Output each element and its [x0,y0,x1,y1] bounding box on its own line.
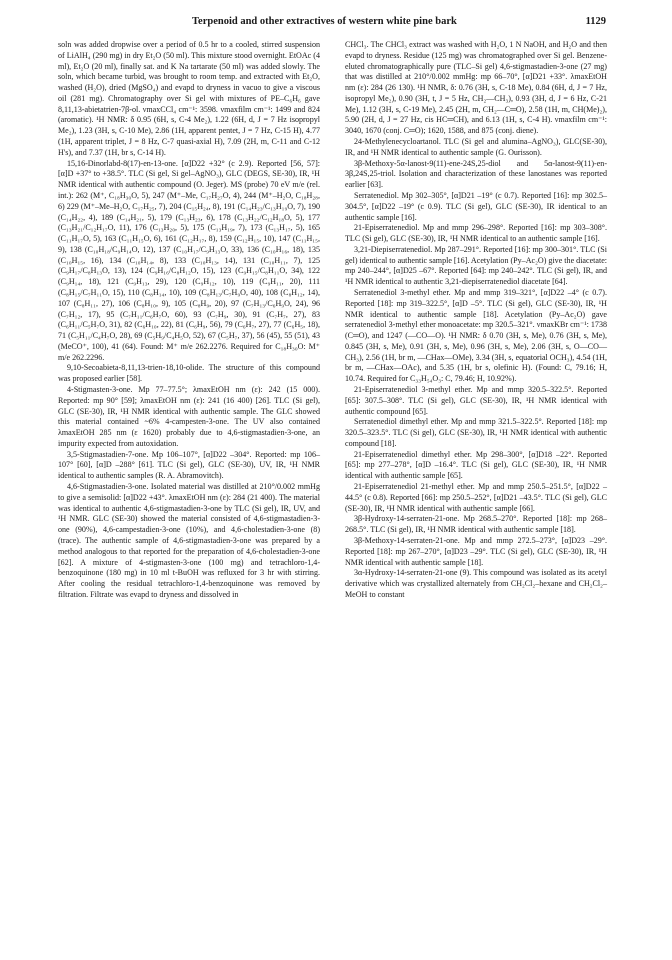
paragraph: 4-Stigmasten-3-one. Mp 77–77.5°; λmaxEtOH nm (ε): 242 (15 000). Reported: mp 90° [59]; λmaxEtOH nm (ε): 241 (16 400) [26]. TLC (Si gel), GLC (SE-30), IR, ¹H NMR identical with authentic sample. The GLC showed this material contained ~6% 4-campesten-3-one. The UV also contained λmaxEtOH 285 nm (ε 1620) probably due to 4,6-stigmastadien-3-one, an impurity expected from autoxidation. [58,385,320,448]
paragraph: 15,16-Dinorlabd-8(17)-en-13-one. [α]D22 +32° (c 2.9). Reported [56, 57]: [α]D +37° to +38.5°. TLC (Si gel, Si gel–AgNO₃), GLC (DEGS, SE-30), IR, ¹H NMR identical with authentic compound (O. Jeger). MS (probe) 70 eV m/e (rel. int.): 262 (M⁺, C₁₈H₃₀O, 5), 247 (M⁺–Me, C₁₇H₂₇O, 4), 244 (M⁺–H₂O, C₁₈H₂₈, 6) 229 (M⁺–Me–H₂O, C₁₇H₂₅, 7), 204 (C₁₅H₂₄, 8), 191 (C₁₄H₂₃/C₁₃H₁₉O, 7), 190 (C₁₄H₂₂, 4), 189 (C₁₄H₂₁, 5), 179 (C₁₃H₂₃, 6), 178 (C₁₃H₂₂/C₁₂H₁₈O, 5), 177 (C₁₃H₂₁/C₁₂H₁₇O, 11), 176 (C₁₃H₂₀, 5), 175 (C₁₃H₁₉, 7), 173 (C₁₃H₁₇, 5), 165 (C₁₁H₁₇O, 5), 163 (C₁₁H₁₅O, 6), 161 (C₁₂H₁₇, 8), 159 (C₁₂H₁₅, 10), 147 (C₁₁H₁₅, 9), 138 (C₁₀H₁₈/C₉H₁₄O, 12), 137 (C₁₀H₁₇/C₉H₁₃O, 33), 136 (C₁₀H₁₆, 18), 135 (C₁₀H₁₅, 16), 134 (C₁₀H₁₄, 8), 133 (C₁₀H₁₃, 14), 131 (C₁₀H₁₁, 7), 125 (C₉H₁₇/C₈H₁₃O, 13), 124 (C₉H₁₆/C₈H₁₂O, 15), 123 (C₉H₁₅/C₈H₁₁O, 34), 122 (C₉H₁₄, 18), 121 (C₉H₁₃, 29), 120 (C₉H₁₂, 10), 119 (C₉H₁₁, 20), 111 (C₈H₁₅/C₇H₁₁O, 15), 110 (C₈H₁₄, 10), 109 (C₈H₁₃/C₇H₉O, 40), 108 (C₈H₁₂, 14), 107 (C₈H₁₁, 27), 106 (C₈H₁₀, 9), 105 (C₈H₉, 20), 97 (C₇H₁₃/C₆H₉O, 24), 96 (C₇H₁₂, 17), 95 (C₇H₁₁/C₆H₇O, 60), 93 (C₇H₉, 30), 91 (C₇H₇, 27), 83 (C₆H₁₁/C₅H₇O, 31), 82 (C₆H₁₀, 22), 81 (C₆H₉, 56), 79 (C₆H₇, 27), 77 (C₆H₅, 18), 71 (C₅H₁₁/C₄H₇O, 28), 69 (C₅H₉/C₄H₅O, 52), 67 (C₅H₇, 37), 56 (45), 55 (51), 43 (MeCO⁺, 100), 41 (64). Found: M⁺ m/e 262.2276. Required for C₁₈H₃₀O: M⁺ m/e 262.2296. [58,158,320,362]
paragraph: Serratenediol 3-methyl ether. Mp and mmp 319–321°, [α]D22 –4° (c 0.7). Reported [18]: mp 319–322.5°, [α]D –5°. TLC (Si gel), GLC (SE-30), IR, ¹H NMR identical to authentic sample [18]. Acetylation (Py–Ac₂O) gave serratenediol 3-methyl ether monoacetate: mp 320.5–321°. νmaxKBr cm⁻¹: 1738 (C═O), and 1247 (—CO—O). ¹H NMR: δ 0.70 (3H, s, Me), 0.76 (3H, s, Me), 0.845 (3H, s, Me), 0.91 (3H, s, Me), 0.96 (3H, s, Me), 2.06 (3H, s, O—CO—CH₃), 2.56 (1H, br m, —CHax—OMe), 3.34 (3H, s, equatorial OCH₃), 4.54 (1H, br m, —CHax—OAc), and 5.35 (1H, br s, olefinic H). (Found: C, 79.16; H, 10.74. Required for C₃₃H₅₄O₃: C, 79.46; H, 10.92%). [345,287,607,384]
running-title: Terpenoid and other extractives of western white pine bark [192,16,457,27]
running-header [58,16,606,32]
paragraph: 21-Episerratenediol dimethyl ether. Mp 298–300°, [α]D18 –22°. Reported [65]: mp 277–278°, [α]D –16.4°. TLC (Si gel), GLC (SE-30), IR, ¹H NMR identical with authentic sample [65]. [345,449,607,481]
paragraph: 3,21-Diepiserratenediol. Mp 287–291°. Reported [16]: mp 300–301°. TLC (Si gel) identical to authentic sample [16]. Acetylation (Py–Ac₂O) give the diacetate: mp 240–244°, [α]D25 –67°. Reported [64]: mp 240–242°. TLC (Si gel), IR, and ¹H NMR identical to authentic 3,21-diepiserratenediol diacetate [64]. [345,244,607,287]
left-column [58,40,320,601]
paragraph: Serratenediol. Mp 302–305°, [α]D21 –19° (c 0.7). Reported [16]: mp 302.5–304.5°, [α]D22 –19° (c 0.9). TLC (Si gel), GLC (SE-30), IR identical to an authentic sample [16]. [345,190,607,222]
paragraph: 21-Episerratenediol. Mp and mmp 296–298°. Reported [16]: mp 303–308°. TLC (Si gel), GLC (SE-30), IR, ¹H NMR identical to an authentic sample [16]. [345,223,607,244]
paragraph: Serratenediol dimethyl ether. Mp and mmp 321.5–322.5°. Reported [18]: mp 320.5–323.5°. TLC (Si gel), GLC (SE-30), IR, ¹H NMR identical with authentic compound [18]. [345,417,607,448]
paragraph: 3,5-Stigmastadien-7-one. Mp 106–107°, [α]D22 –304°. Reported: mp 106–107° [60], [α]D –288° [61]. TLC (Si gel), GLC (SE-30), UV, IR, ¹H NMR identical to authentic samples (R. A. Abramovitch). [58,449,320,481]
paragraph: CHCl₃. The CHCl₃ extract was washed with H₂O, 1 N NaOH, and H₂O and then evapd to dryness. Residue (125 mg) was chromatographed over Si gel. Benzene-eluted chromatographically pure (TLC–Si gel) 4,6-stigmastadien-3-one (27 mg) that was distilled at 210°/0.002 mmHg: mp 66–70°, [α]D21 +33°. λmaxEtOH nm (ε): 284 (26 130). ¹H NMR, δ: 0.76 (3H, s, C-18 Me), 0.84 (6H, d, J = 7 Hz, isopropyl Me₂), 0.90 (3H, t, J = 5 Hz, CH₂—CH₃), 0.93 (3H, d, J = 6 Hz, C-21 Me), 1.12 (3H, s, C-19 Me), 2.45 (2H, m, CH₂—C═O), 2.58 (1H, m, CH(Me)₂), 5.90 (2H, d, J = 27 Hz, cis HC═CH), and 6.13 (1H, s, C-4 H). νmaxfilm cm⁻¹: 3040, 1670 (conj. C═O); 1620, 1588, and 875 (conj. diene). [345,40,607,136]
right-column [345,40,607,601]
paragraph: 24-Methylenecycloartanol. TLC (Si gel and alumina–AgNO₃), GLC(SE-30), IR, and ¹H NMR identical to authentic sample (G. Ourisson). [345,137,607,157]
paragraph: 9,10-Secoabieta-8,11,13-trien-18,10-olide. The structure of this compound was proposed earlier [58]. [58,363,320,384]
paragraph: 3β-Methoxy-14-serraten-21-one. Mp and mmp 272.5–273°, [α]D23 –29°. Reported [18]: mp 267–270°, [α]D23 –29°. TLC (Si gel), GLC (SE-30), IR, ¹H NMR identical with authentic sample [18]. [345,535,607,567]
paragraph: soln was added dropwise over a period of 0.5 hr to a cooled, stirred suspension of LiAlH₄ (290 mg) in dry Et₂O (50 ml). This mixture stood overnight. EtOAc (4 ml), Et₂O (20 ml), finally sat. and K Na tartarate (50 ml) was added slowly. The soln, which became turbid, was brought to room temp. and extracted with Et₂O, washed (H₂O), dried (MgSO₄) and evapd to dryness in vacuo to give a viscous oil (281 mg). Chromatography over Si gel with mixtures of PE–C₆H₆ gave 8,11,13-abietatrien-7β-ol. νmaxCCl₄ cm⁻¹: 3598. νmaxfilm cm⁻¹: 1499 and 824 (aromatic). ¹H NMR: δ 0.95 (6H, s, C-4 Me₂), 1.22 (6H, d, J = 7 Hz isopropyl Me₂), 1.23 (3H, s, C-10 Me), 2.86 (1H, apparent pentet, J = 7 Hz, C-15 H), 4.77 (1H, apparent triplet, J = 8 Hz, C-7 quasi-axial H), 7.09 (2H, m, C-11 and C-12 H's), and 7.37 (1H, br s, C-14 H). [58,40,320,157]
paragraph: 3β-Hydroxy-14-serraten-21-one. Mp 268.5–270°. Reported [18]: mp 268–268.5°. TLC (Si gel), IR, ¹H NMR identical with authentic sample [18]. [345,514,607,535]
paragraph: 4,6-Stigmastadien-3-one. Isolated material was distilled at 210°/0.002 mmHg to give a semisolid: [α]D22 +43°. λmaxEtOH nm (ε): 284 (21 400). The material was identical to authentic 4,6-stigmastadien-3-one by TLC (Si gel), IR, UV, and ¹H NMR. GLC (SE-30) showed the material consisted of 4,6-stigmastadien-3-one (90%), 4,6-campestadien-3-one (10%), and 4,6-cholestadien-3-one (8) (trace). The authentic sample of 4,6-stigmastadien-3-one was prepared by a method analogous to that reported for the preparation of 4,6-cholestadien-3-one [62]. A mixture of 4-stigmasten-3-one (100 mg) and tetrachloro-1,4-benzoquinone (180 mg) in 10 ml t-BuOH was refluxed for 3 hr with stirring. After cooling the residual tetrachloro-1,4-benzoquinone was removed by filtration. Filtrate was evapd to dryness and dissolved in [58,482,320,599]
paragraph: 3α-Hydroxy-14-serraten-21-one (9). This compound was isolated as its acetyl derivative which was crystallized alternately from CH₂Cl₂–hexane and CH₂Cl₂–MeOH to constant [345,568,607,599]
paragraph: 21-Episerratenediol 3-methyl ether. Mp and mmp 320.5–322.5°. Reported [65]: 307.5–308°. TLC (Si gel), GLC (SE-30), IR, ¹H NMR identical with authentic compound [65]. [345,385,607,416]
paragraph: 21-Episerratenediol 21-methyl ether. Mp and mmp 250.5–251.5°, [α]D22 –44.5° (c 0.8). Reported [66]: mp 250.5–252°, [α]D21 –43.5°. TLC (Si gel), GLC (SE-30), IR, ¹H NMR identical with authentic sample [66]. [345,482,607,513]
page-number: 1129 [585,16,606,27]
paragraph: 3β-Methoxy-5α-lanost-9(11)-ene-24S,25-diol and 5α-lanost-9(11)-en-3β,24S,25-triol. Isolation and characterization of these lanostanes was reported earlier [63]. [345,158,607,190]
